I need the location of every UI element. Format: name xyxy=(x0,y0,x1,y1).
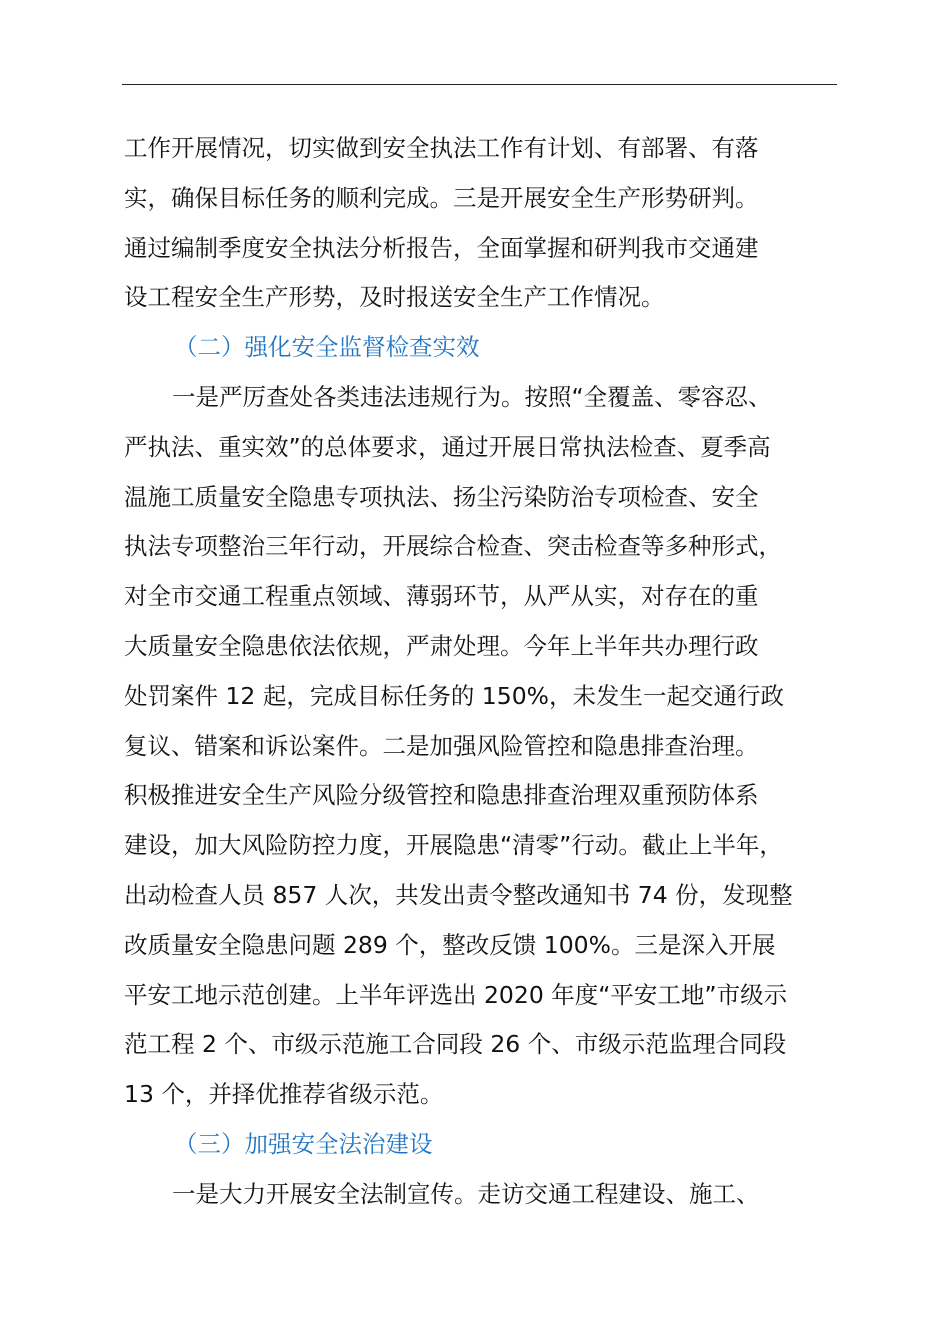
paragraph-line: 温施工质量安全隐患专项执法、扬尘污染防治专项检查、安全 xyxy=(124,482,759,511)
paragraph-line: 处罚案件 12 起，完成目标任务的 150%，未发生一起交通行政 xyxy=(124,681,784,710)
paragraph-line: 工作开展情况，切实做到安全执法工作有计划、有部署、有落 xyxy=(124,134,759,162)
section-heading-2: （二）强化安全监督检查实效 xyxy=(174,333,480,362)
paragraph-line: 通过编制季度安全执法分析报告，全面掌握和研判我市交通建 xyxy=(124,233,759,262)
paragraph-line: 一是大力开展安全法制宣传。走访交通工程建设、施工、 xyxy=(172,1179,760,1208)
paragraph-line: 设工程安全生产形势，及时报送安全生产工作情况。 xyxy=(124,283,665,312)
paragraph-line: 严执法、重实效”的总体要求，通过开展日常执法检查、夏季高 xyxy=(124,432,771,461)
section-heading-3: （三）加强安全法治建设 xyxy=(174,1129,433,1158)
paragraph-line: 平安工地示范创建。上半年评选出 2020 年度“平安工地”市级示 xyxy=(124,980,788,1009)
paragraph-line: 范工程 2 个、市级示范施工合同段 26 个、市级示范监理合同段 xyxy=(124,1030,787,1059)
paragraph-line: 一是严厉查处各类违法违规行为。按照“全覆盖、零容忍、 xyxy=(172,382,772,411)
paragraph-line: 实，确保目标任务的顺利完成。三是开展安全生产形势研判。 xyxy=(124,183,759,212)
paragraph-line: 改质量安全隐患问题 289 个，整改反馈 100%。三是深入开展 xyxy=(124,930,776,959)
paragraph-line: 执法专项整治三年行动，开展综合检查、突击检查等多种形式， xyxy=(124,532,782,561)
paragraph-line: 复议、错案和诉讼案件。二是加强风险管控和隐患排查治理。 xyxy=(124,731,759,760)
paragraph-line: 大质量安全隐患依法依规，严肃处理。今年上半年共办理行政 xyxy=(124,631,759,660)
paragraph-line: 出动检查人员 857 人次，共发出责令整改通知书 74 份，发现整 xyxy=(124,880,793,909)
header-rule xyxy=(122,84,837,85)
paragraph-line: 积极推进安全生产风险分级管控和隐患排查治理双重预防体系 xyxy=(124,781,759,810)
paragraph-line: 对全市交通工程重点领域、薄弱环节，从严从实，对存在的重 xyxy=(124,582,759,611)
document-body xyxy=(124,124,860,1220)
paragraph-line: 建设，加大风险防控力度，开展隐患“清零”行动。截止上半年， xyxy=(124,831,783,860)
paragraph-line: 13 个，并择优推荐省级示范。 xyxy=(124,1080,444,1109)
